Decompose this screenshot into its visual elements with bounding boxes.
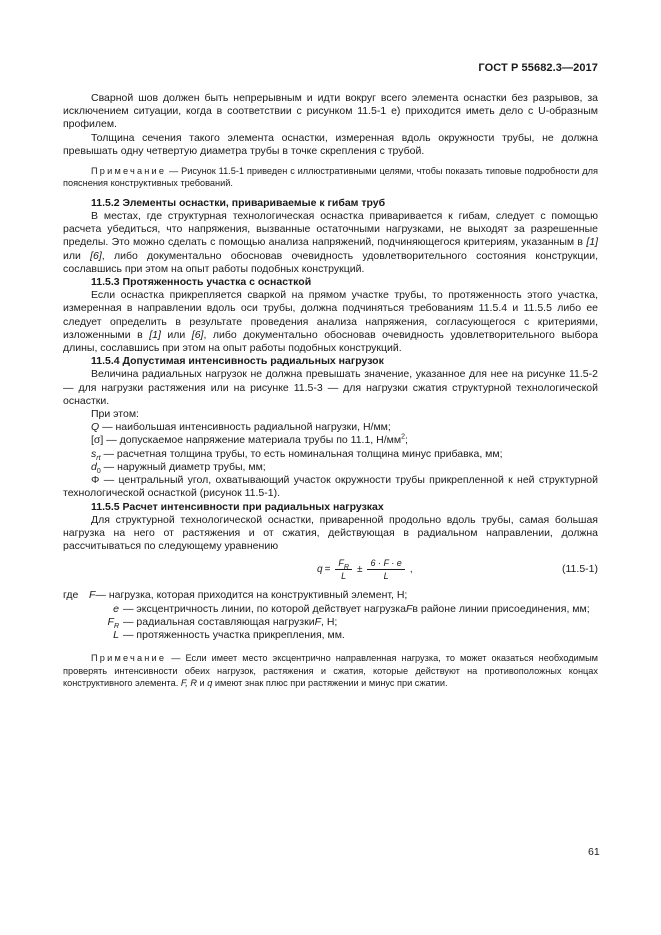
where-item: где F — нагрузка, которая приходится на конструктивный элемент, Н; bbox=[63, 589, 408, 602]
definition-item: Q — наибольшая интенсивность радиальной нагрузки, Н/мм; bbox=[91, 421, 391, 434]
page-number: 61 bbox=[588, 846, 600, 858]
reference-link: [6] bbox=[90, 249, 102, 262]
section-11-5-2-text: В местах, где структурная технологическая оснастка приваривается к гибам, следует с помощью расчета убедиться, что напряжения, вызванные остаточными нагрузками, не выходят за разрешенные пределы. Это можно сделать с помощью анализа напряжений, подчиняющегося критериям, указанным в [1] или [6], либо документально обосновав очевидность удовлетворительного состояния конструкции, сославшись при этом на опыт работы подобных конструкций. bbox=[63, 210, 598, 275]
standard-header: ГОСТ Р 55682.3—2017 bbox=[478, 62, 598, 74]
definition-item: $s_{rt}$ — расчетная толщина трубы, то есть номинальная толщина минус прибавка, мм; bbox=[91, 447, 503, 462]
section-11-5-3-heading: 11.5.3 Протяженность участка с оснасткой bbox=[91, 276, 312, 289]
equation-11-5-1 bbox=[63, 555, 598, 585]
where-item: e — эксцентричность линии, по которой действует нагрузка F в районе линии присоединения, мм; bbox=[113, 602, 590, 615]
where-item: L — протяженность участка прикрепления, мм. bbox=[113, 628, 345, 641]
intro-note: Примечание — Рисунок 11.5-1 приведен с иллюстративными целями, чтобы показать типовые подробности для пояснения конструктивных требований. bbox=[63, 166, 598, 189]
section-11-5-5-text: Для структурной технологической оснастки, приваренной продольно вдоль трубы, самая большая нагрузка на него от растяжения и от сжатия, действующая в радиальном направлении, должна рассчитываться по следующему уравнению bbox=[63, 513, 598, 553]
fraction-fr-over-l: $\frac{F_R}{L}$ bbox=[335, 557, 352, 582]
intro-paragraph-2: Толщина сечения такого элемента оснастки, измеренная вдоль окружности трубы, не должна превышать одну четвертую диаметра трубы в точке скрепления с трубой. bbox=[63, 131, 598, 157]
reference-link: [1] bbox=[586, 236, 598, 249]
note-text: Рисунок 11.5-1 приведен с иллюстративными целями, чтобы показать типовые подробности для пояснения конструктивных требований. bbox=[63, 166, 598, 189]
section-11-5-2-heading: 11.5.2 Элементы оснастки, привариваемые к гибам труб bbox=[91, 196, 386, 209]
reference-link: [6] bbox=[191, 328, 204, 341]
final-note: Примечание — Если имеет место эксцентрично направленная нагрузка, то может оказаться необходимым проверять интенсивности обеих нагрузок, растяжения и сжатия, которые действуют на противоположных концах конструктивного элемента. F, R и q имеют знак плюс при растяжении и минус при сжатии. bbox=[63, 653, 598, 688]
section-11-5-3-text: Если оснастка прикрепляется сваркой на прямом участке трубы, то протяженность этого участка, измеренная в направлении вдоль оси трубы, должна подчиняться требованиям 11.5.4 и 11.5.5 либо ее следует определить в результате проведения анализа напряжения, согласующегося с критериями, изложенными в [1] или [6], либо документально обосновав очевидность удовлетворительного выбора длины, сославшись при этом на опыт работы подобных конструкций. bbox=[63, 289, 598, 355]
equation-body: q = $\frac{F_R}{L}$ ± $\frac{6 \cdot F \cdot e}{L}$ , bbox=[317, 558, 413, 582]
section-11-5-4-text: Величина радиальных нагрузок не должна превышать значение, указанное для нее на рисунке 11.5-2 — для нагрузки растяжения или на рисунке 11.5-3 — для нагрузки сжатия структурной технологической оснастки. bbox=[63, 368, 598, 407]
document-body bbox=[63, 92, 598, 689]
where-block bbox=[63, 589, 598, 642]
intro-paragraph-1: Сварной шов должен быть непрерывным и идти вокруг всего элемента оснастки без разрывов, за исключением ситуации, когда в соответствии с рисунком 11.5-1 e) приходится иметь дело с U-образным профилем. bbox=[63, 92, 598, 131]
where-item: $F_R$ — радиальная составляющая нагрузки F , Н; bbox=[107, 615, 338, 630]
definition-item: Φ — центральный угол, охватывающий участок окружности трубы прикрепленной к ней структурной технологической оснасткой (рисунок 11.5-1). bbox=[63, 474, 598, 500]
section-11-5-4-heading: 11.5.4 Допустимая интенсивность радиальных нагрузок bbox=[91, 355, 384, 368]
equation-number: (11.5-1) bbox=[562, 563, 598, 576]
note-label: Примечание bbox=[91, 166, 167, 177]
definition-item: $d_0$ — наружный диаметр трубы, мм; bbox=[91, 460, 266, 475]
where-intro: При этом: bbox=[91, 408, 139, 421]
note-label: Примечание bbox=[91, 653, 167, 664]
reference-link: [1] bbox=[149, 328, 161, 341]
fraction-moment-over-l: $\frac{6 \cdot F \cdot e}{L}$ bbox=[367, 557, 404, 582]
definition-item: [σ] — допускаемое напряжение материала трубы по 11.1, $Н/мм^2$; bbox=[91, 433, 408, 447]
section-11-5-5-heading: 11.5.5 Расчет интенсивности при радиальных нагрузках bbox=[91, 500, 384, 513]
